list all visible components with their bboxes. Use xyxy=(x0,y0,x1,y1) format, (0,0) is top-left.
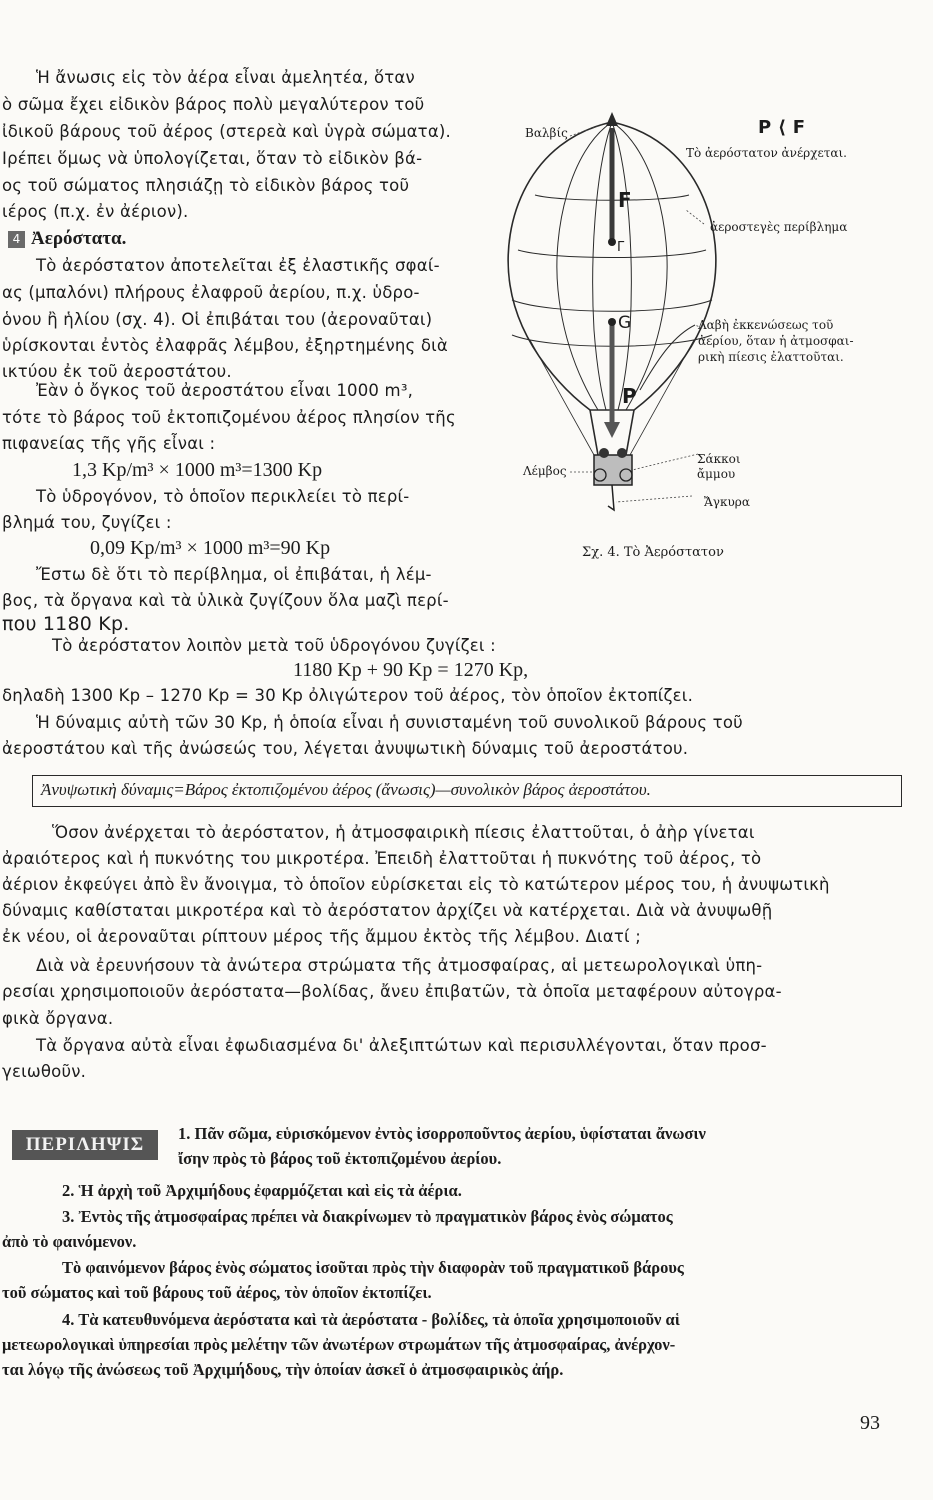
body-line: ἐκ νέου, οἱ ἀεροναῦται ρίπτουν μέρος τῆς ἄμμου ἐκτὸς τῆς λέμβου. Διατί ; xyxy=(2,927,641,946)
summary-line: ἀπὸ τὸ φαινόμενον. xyxy=(2,1232,137,1251)
page-number: 93 xyxy=(860,1412,880,1434)
body-line: Τὸ ἀερόστατον λοιπὸν μετὰ τοῦ ὑδρογόνου ζυγίζει : xyxy=(52,636,496,655)
condition-note: Τὸ ἀερόστατον ἀνέρχεται. xyxy=(686,146,847,160)
summary-line: 2. Ἡ ἀρχὴ τοῦ Ἀρχιμήδους ἐφαρμόζεται καὶ εἰς τὰ ἀέρια. xyxy=(62,1181,462,1200)
label-vent: Λαβὴ ἐκκενώσεως τοῦ xyxy=(698,318,834,332)
body-line: Ἡ ἄνωσις εἰς τὸν ἀέρα εἶναι ἀμελητέα, ὅταν xyxy=(36,68,415,87)
body-line: ἀέριον ἐκφεύγει ἀπὸ ἓν ἄνοιγμα, τὸ ὁποῖον εὑρίσκεται εἰς τὸ κατώτερον μέρος του, ἡ ἀνυψωτικὴ xyxy=(2,875,830,894)
summary-line: 4. Τὰ κατευθυνόμενα ἀερόστατα καὶ τὰ ἀερόστατα - βολίδες, τὰ ὁποῖα χρησιμοποιοῦν αἱ xyxy=(62,1310,680,1329)
body-line: βος, τὰ ὄργανα καὶ τὰ ὑλικὰ ζυγίζουν ὅλα μαζὶ περί- xyxy=(2,591,449,610)
summary-line: Τὸ φαινόμενον βάρος ἑνὸς σώματος ἰσοῦται πρὸς τὴν διαφορὰν τοῦ πραγματικοῦ βάρους xyxy=(62,1258,684,1277)
body-line: Ἔστω δὲ ὅτι τὸ περίβλημα, οἱ ἐπιβάται, ἡ λέμ- xyxy=(36,565,432,584)
center-G xyxy=(608,318,616,326)
body-line: ας (μπαλόνι) πλήρους ἐλαφροῦ ἀερίου, π.χ. ὑδρο- xyxy=(2,283,420,302)
body-line: ἀραιότερος καὶ ἡ πυκνότης του μικροτέρα. Ἐπειδὴ ἐλαττοῦται ἡ πυκνότης τοῦ ἀέρος, τὸ xyxy=(2,849,762,868)
summary-line: ἴσην πρὸς τὸ βάρος τοῦ ἐκτοπιζομένου ἀερίου. xyxy=(178,1149,502,1168)
valve-icon xyxy=(606,112,618,126)
body-line: ρεσίαι χρησιμοποιοῦν ἀερόστατα—βολίδας, ἄνευ ἐπιβατῶν, τὰ ὁποῖα μεταφέρουν αὐτογρα- xyxy=(2,982,782,1001)
body-line: βλημά του, ζυγίζει : xyxy=(2,513,172,532)
body-line: δηλαδὴ 1300 Kp – 1270 Kp = 30 Kp ὀλιγώτερον τοῦ ἀέρος, τὸν ὁποῖον ἐκτοπίζει. xyxy=(2,686,694,705)
label-valve: Βαλβίς xyxy=(525,126,568,140)
summary-line: ται λόγῳ τῆς ἀνώσεως τοῦ Ἀρχιμήδους, τὴν ὁποίαν ἀσκεῖ ὁ ἀτμοσφαιρικὸς ἀήρ. xyxy=(2,1360,564,1379)
body-line: Ἐὰν ὁ ὄγκος τοῦ ἀεροστάτου εἶναι 1000 m³, xyxy=(36,381,414,400)
summary-line: 1. Πᾶν σῶμα, εὑρισκόμενον ἐντὸς ἰσορροποῦντος ἀερίου, ὑφίσταται ἄνωσιν xyxy=(178,1124,706,1143)
equation: 1,3 Kp/m³ × 1000 m³=1300 Kp xyxy=(72,459,323,481)
label-P: P xyxy=(622,384,637,408)
body-line: Τὰ ὄργανα αὐτὰ εἶναι ἐφωδιασμένα δι' ἀλεξιπτώτων καὶ περισυλλέγονται, ὅταν προσ- xyxy=(36,1036,767,1055)
summary-line: μετεωρολογικαὶ ὑπηρεσίαι πρὸς μελέτην τῶν ἀνωτέρων στρωμάτων τῆς ἀτμοσφαίρας, ἀνέρχον- xyxy=(2,1335,676,1354)
condition: P ⟨ F xyxy=(758,117,806,138)
formula-box xyxy=(32,775,902,807)
center-gamma xyxy=(608,238,616,246)
label-anchor: Ἄγκυρα xyxy=(704,495,750,509)
body-line: Ὅσον ἀνέρχεται τὸ ἀερόστατον, ἡ ἀτμοσφαιρικὴ πίεσις ἐλαττοῦται, ὁ ἀὴρ γίνεται xyxy=(52,823,755,842)
label-boat: Λέμβος xyxy=(523,464,567,478)
body-line: ικτύου ἐκ τοῦ ἀεροστάτου. xyxy=(2,362,232,381)
body-line: ἀεροστάτου καὶ τῆς ἀνώσεώς του, λέγεται ἀνυψωτικὴ δύναμις τοῦ ἀεροστάτου. xyxy=(2,739,689,758)
label-vent: ἀερίου, ὅταν ἡ ἀτμοσφαι- xyxy=(698,334,854,348)
summary-tag: ΠΕΡΙΛΗΨΙΣ xyxy=(12,1130,158,1160)
equation: 1180 Kp + 90 Kp = 1270 Kp, xyxy=(293,659,529,681)
body-line: ὁνου ἢ ἡλίου (σχ. 4). Οἱ ἐπιβάται του (ἀεροναῦται) xyxy=(2,310,433,329)
body-line: φικὰ ὄργανα. xyxy=(2,1009,114,1028)
section-number: 4 xyxy=(8,231,25,248)
equation: 0,09 Kp/m³ × 1000 m³=90 Kp xyxy=(90,537,331,559)
body-line: Ἡ δύναμις αὐτὴ τῶν 30 Kp, ἡ ὁποία εἶναι ἡ συνισταμένη τοῦ συνολικοῦ βάρους τοῦ xyxy=(36,713,743,732)
basket xyxy=(594,448,632,510)
body-line: ιέρος (π.χ. ἐν ἀέριον). xyxy=(2,202,189,221)
body-line: Διὰ νὰ ἐρευνήσουν τὰ ἀνώτερα στρώματα τῆς ἀτμοσφαίρας, αἱ μετεωρολογικαὶ ὑπη- xyxy=(36,956,763,975)
figure-caption: Σχ. 4. Τὸ Ἀερόστατον xyxy=(582,545,724,560)
body-line: ἰδικοῦ βάρους τοῦ ἀέρος (στερεὰ καὶ ὑγρὰ σώματα). xyxy=(2,122,451,141)
label-sandbags: Σάκκοι xyxy=(697,452,741,466)
label-G: G xyxy=(618,313,632,333)
label-gamma: Γ xyxy=(617,240,625,255)
summary-line: τοῦ σώματος καὶ τοῦ βάρους τοῦ ἀέρος, τὸν ὁποῖον ἐκτοπίζει. xyxy=(2,1283,432,1302)
body-line: Ιρέπει ὅμως νὰ ὑπολογίζεται, ὅταν τὸ εἰδικὸν βά- xyxy=(2,149,423,168)
body-line: που 1180 Kp. xyxy=(2,613,130,635)
label-envelope: ἀεροστεγὲς περίβλημα xyxy=(710,220,848,234)
body-line: γειωθοῦν. xyxy=(2,1062,87,1081)
label-sandbags: ἄμμου xyxy=(697,467,736,481)
body-line: ὸ σῶμα ἔχει εἰδικὸν βάρος πολὺ μεγαλύτερον τοῦ xyxy=(2,95,425,114)
body-line: δύναμις καθίσταται μικροτέρα καὶ τὸ ἀερόστατον ἀρχίζει νὰ κατέρχεται. Διὰ νὰ ἀνυψωθῇ xyxy=(2,901,773,920)
body-line: ος τοῦ σώματος πλησιάζῃ τὸ εἰδικὸν βάρος τοῦ xyxy=(2,176,410,195)
label-vent: ρικὴ πίεσις ἐλαττοῦται. xyxy=(698,350,844,364)
summary-line: 3. Ἐντὸς τῆς ἀτμοσφαίρας πρέπει νὰ διακρίνωμεν τὸ πραγματικὸν βάρος ἑνὸς σώματος xyxy=(62,1207,673,1226)
body-line: πιφανείας τῆς γῆς εἶναι : xyxy=(2,434,216,453)
body-line: τότε τὸ βάρος τοῦ ἐκτοπιζομένου ἀέρος πλησίον τῆς xyxy=(2,408,456,427)
formula-text: Ἀνυψωτικὴ δύναμις=Βάρος ἐκτοπιζομένου ἀέρος (ἄνωσις)—συνολικὸν βάρος ἀεροστάτου. xyxy=(41,780,651,799)
label-F: F xyxy=(618,188,632,212)
section-heading xyxy=(8,228,126,250)
body-line: ὑρίσκονται ἐντὸς ἐλαφρᾶς λέμβου, ἐξηρτημένης διὰ xyxy=(2,336,449,355)
body-line: Τὸ ὑδρογόνον, τὸ ὁποῖον περικλείει τὸ περί- xyxy=(36,487,410,506)
section-title: Ἀερόστατα. xyxy=(31,228,127,249)
body-line: Τὸ ἀερόστατον ἀποτελεῖται ἐξ ἐλαστικῆς σφαί- xyxy=(36,256,440,275)
